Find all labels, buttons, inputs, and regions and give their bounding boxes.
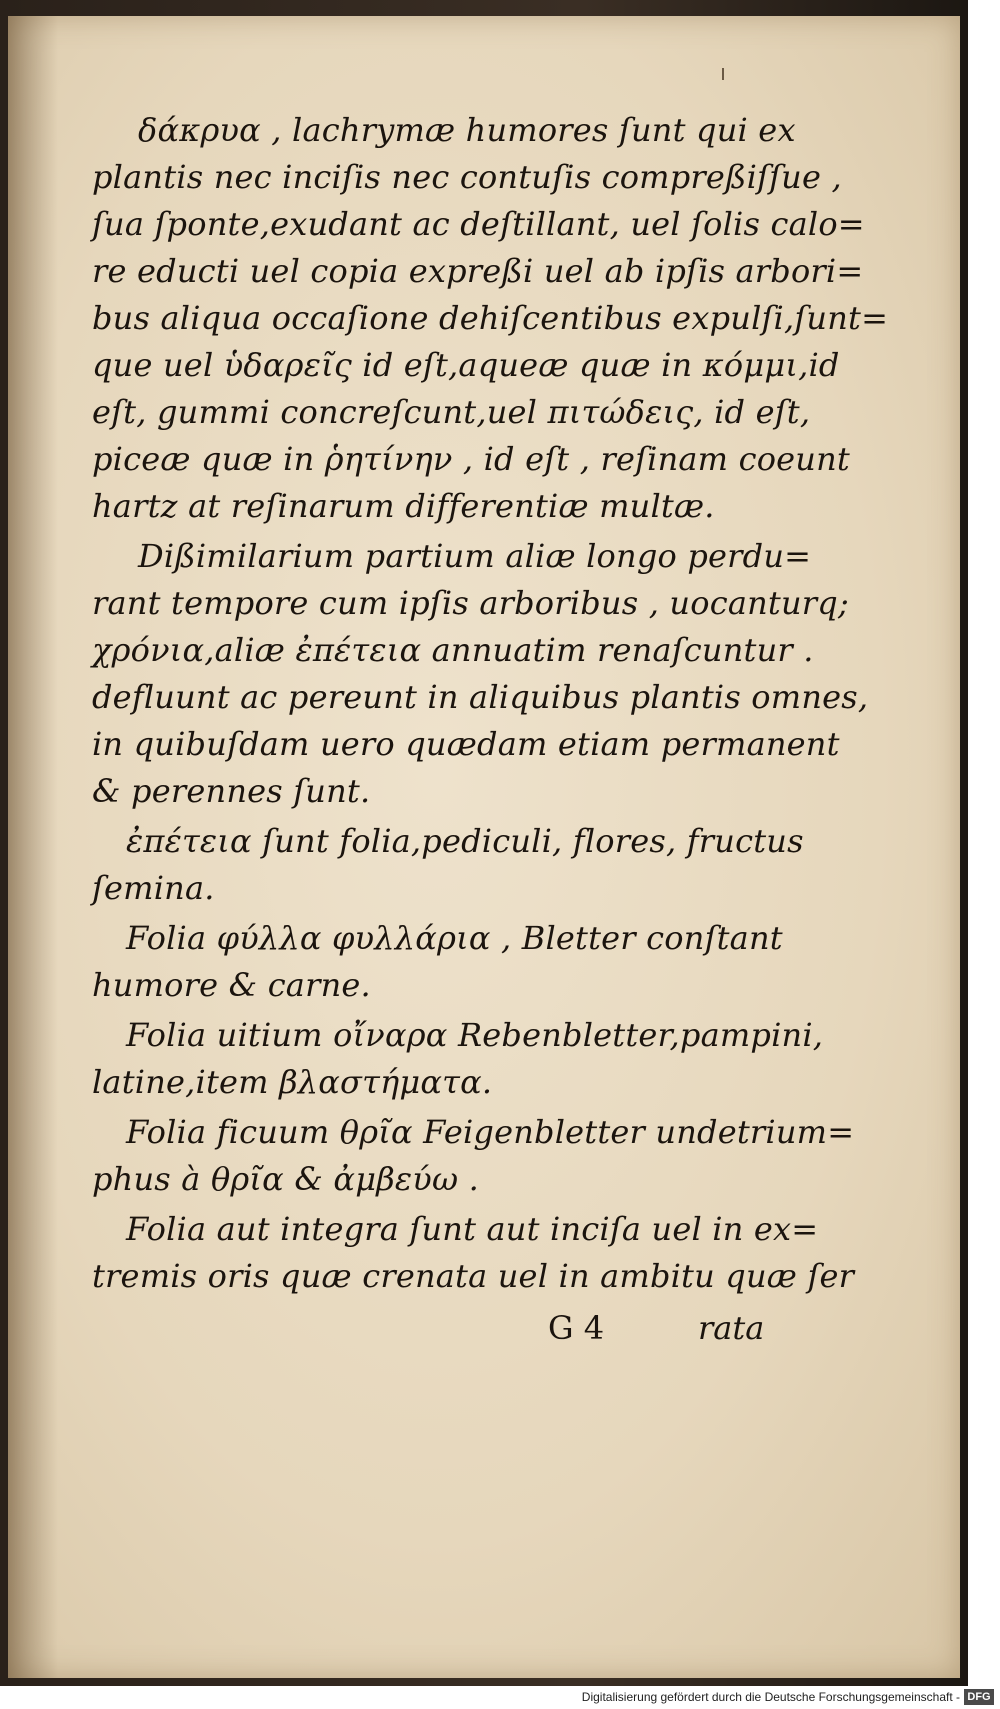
book-page [8, 16, 960, 1678]
text-block [8, 16, 960, 1678]
text-line: bus aliqua occaſione dehiſcentibus expulſi,ſunt= [92, 299, 889, 337]
catchword: rata [698, 1309, 765, 1347]
text-line: latine,item βλαστήματα. [92, 1063, 493, 1101]
dfg-logo: DFG [964, 1689, 994, 1705]
text-line: in quibuſdam uero quædam etiam permanent [92, 725, 840, 763]
text-line: eſt, gummi concreſcunt,uel πιτώδεις, id eſt, [92, 393, 811, 431]
text-line: plantis nec inciſis nec contuſis compreßiſſue , [92, 158, 842, 196]
text-line: χρόνια,aliæ ἐπέτεια annuatim renaſcuntur . [92, 631, 814, 669]
text-line: phus à θρῖα & ἀμβεύω . [92, 1160, 479, 1198]
text-line: & perennes ſunt. [92, 772, 371, 810]
text-line: hartz at reſinarum differentiæ multæ. [92, 487, 715, 525]
footer-credit-text: Digitalisierung gefördert durch die Deutsche Forschungsgemeinschaft - [581, 1690, 960, 1704]
text-line: Folia aut integra ſunt aut inciſa uel in ex= [126, 1210, 819, 1248]
text-line: ſua ſponte,exudant ac deſtillant, uel ſolis calo= [92, 205, 865, 243]
text-line: ἐπέτεια ſunt folia,pediculi, flores, fructus [126, 822, 804, 860]
text-line: Dißimilarium partium aliæ longo perdu= [138, 537, 812, 575]
text-line: tremis oris quæ crenata uel in ambitu quæ ſer [92, 1257, 855, 1295]
text-line: humore & carne. [92, 966, 371, 1004]
text-line: defluunt ac pereunt in aliquibus plantis omnes, [92, 678, 869, 716]
text-line: Folia uitium οἴναρα Rebenbletter,pampini, [126, 1016, 824, 1054]
text-line: ſemina. [92, 869, 215, 907]
text-line: que uel ὑδαρεῖς id eſt,aqueæ quæ in κόμμι,id [92, 346, 840, 384]
text-line: re educti uel copia expreßi uel ab ipſis arbori= [92, 252, 864, 290]
text-line: rant tempore cum ipſis arboribus , uocanturq; [92, 584, 849, 622]
text-line: Folia ficuum θρῖα Feigenbletter undetrium= [126, 1113, 855, 1151]
text-line: δάκρυα , lachrymæ humores ſunt qui ex [138, 111, 796, 149]
signature-mark: G 4 [548, 1309, 605, 1347]
digitization-footer [0, 1686, 1000, 1709]
text-line: Folia φύλλα φυλλάρια , Bletter conſtant [126, 919, 783, 957]
text-line: piceæ quæ in ῥητίνην , id eſt , reſinam coeunt [92, 440, 850, 478]
